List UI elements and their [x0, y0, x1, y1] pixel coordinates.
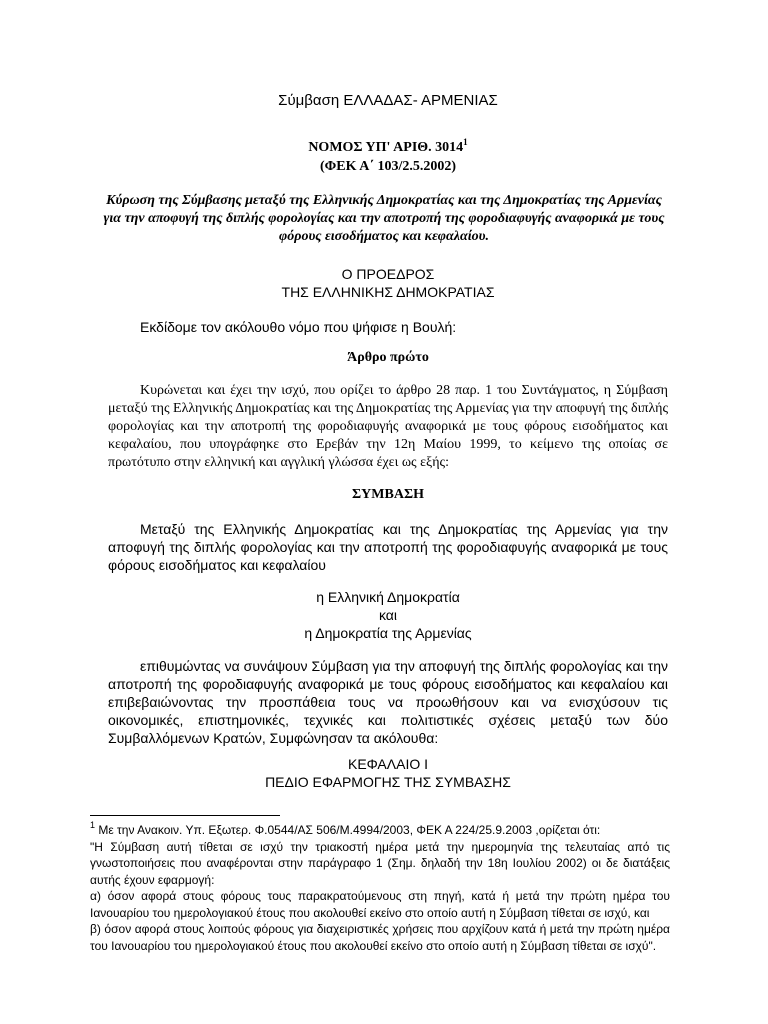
article-text: Κυρώνεται και έχει την ισχύ, που ορίζει το άρθρο 28 παρ. 1 του Συντάγματος, η Σύμβαση μεταξύ της Ελληνικής Δημοκρατίας και της Δημοκρατίας της Αρμενίας για την αποφυγή της διπλής φορολογίας και την αποτροπή της φοροδιαφυγής αναφορικά με τους φόρους εισοδήματος και κεφαλαίου, που υπογράφηκε στο Ερεβάν την 12η Μαίου 1999, το κείμενο της οποίας σε πρωτότυπο στην ελληνική και αγγλική γλώσσα έχει ως εξής:	[108, 383, 668, 470]
convention-heading: ΣΥΜΒΑΣΗ	[352, 487, 424, 502]
law-number-text: ΝΟΜΟΣ ΥΠ' ΑΡΙΘ. 3014	[308, 140, 464, 155]
footnote-quote: "Η Σύμβαση αυτή τίθεται σε ισχύ την τριακοστή ημέρα μετά την ημερομηνία της τελευταίας από τις γνωστοποιήσεις που αναφέρονται στην παράγραφο 1 (Σημ. δηλαδή την 18η Ιουλίου 2002) οι δε διατάξεις αυτής έχουν εφαρμογή:	[90, 839, 670, 887]
chapter-heading	[108, 755, 668, 791]
president-heading	[108, 265, 668, 301]
document-title: Σύμβαση ΕΛΛΑΔΑΣ- ΑΡΜΕΝΙΑΣ	[278, 92, 498, 109]
gazette-reference: (ΦΕΚ Α΄ 103/2.5.2002)	[319, 159, 457, 174]
party-greece: η Ελληνική Δημοκρατία	[316, 589, 460, 605]
president-line-1: Ο ΠΡΟΕΔΡΟΣ	[341, 266, 435, 282]
footnote-ref: 1	[463, 137, 468, 147]
chapter-number: ΚΕΦΑΛΑΙΟ Ι	[347, 756, 429, 772]
chapter-title: ΠΕΔΙΟ ΕΦΑΡΜΟΓΗΣ ΤΗΣ ΣΥΜΒΑΣΗΣ	[265, 774, 511, 790]
convention-intro: Μεταξύ της Ελληνικής Δημοκρατίας και της Δημοκρατίας της Αρμενίας για την αποφυγή της διπλής φορολογίας και την αποτροπή της φοροδιαφυγής αναφορικά με τους φόρους εισοδήματος και κεφαλαίου	[108, 521, 668, 573]
footnote-separator	[90, 815, 280, 816]
party-armenia: η Δημοκρατία της Αρμενίας	[304, 625, 472, 641]
president-line-2: ΤΗΣ ΕΛΛΗΝΙΚΗΣ ΔΗΜΟΚΡΑΤΙΑΣ	[281, 284, 495, 300]
footnote-marker: 1	[90, 820, 96, 830]
law-number	[108, 137, 668, 156]
footnote-lead-text: Με την Ανακοιν. Υπ. Εξωτερ. Φ.0544/ΑΣ 506/Μ.4994/2003, ΦΕΚ Α 224/25.9.2003 ,ορίζεται ότι:	[95, 823, 601, 837]
article-heading: Άρθρο πρώτο	[347, 350, 429, 365]
preamble: επιθυμώντας να συνάψουν Σύμβαση για την αποφυγή της διπλής φορολογίας και την αποτροπή της φοροδιαφυγής αναφορικά με τους φόρους εισοδήματος και κεφαλαίου και επιβεβαιώνοντας την προσπάθεια τους να προωθήσουν και να ενισχύσουν τις οικονομικές, επιστημονικές, τεχνικές και πολιτιστικές σχέσεις μεταξύ των δύο Συμβαλλόμενων Κρατών, Συμφώνησαν τα ακόλουθα:	[108, 658, 668, 746]
footnote-item-a: α) όσον αφορά στους φόρους τους παρακρατούμενους στη πηγή, κατά ή μετά την πρώτη ημέρα του Ιανουαρίου του ημερολογιακού έτους που ακολουθεί εκείνο στο οποίο αυτή η Σύμβαση τίθεται σε ισχύ, και	[90, 889, 670, 920]
party-conjunction: και	[378, 607, 398, 623]
law-summary: Κύρωση της Σύμβασης μεταξύ της Ελληνικής Δημοκρατίας και της Δημοκρατίας της Αρμενίας για την αποφυγή της διπλής φορολογίας και την αποτροπή της φοροδιαφυγής αναφορικά με τους φόρους εισοδήματος και κεφαλαίου.	[103, 193, 665, 244]
enactment-formula: Εκδίδομε τον ακόλουθο νόμο που ψήφισε η Βουλή:	[140, 319, 457, 335]
footnote-item-b: β) όσον αφορά στους λοιπούς φόρους για διαχειριστικές χρήσεις που αρχίζουν κατά ή μετά την πρώτη ημέρα του Ιανουαρίου του ημερολογιακού έτους που ακολουθεί εκείνο στο οποίο αυτή η Σύμβαση τίθεται σε ισχύ".	[90, 922, 670, 953]
parties	[108, 588, 668, 642]
footnote	[90, 822, 670, 954]
footnote-lead	[90, 822, 670, 839]
